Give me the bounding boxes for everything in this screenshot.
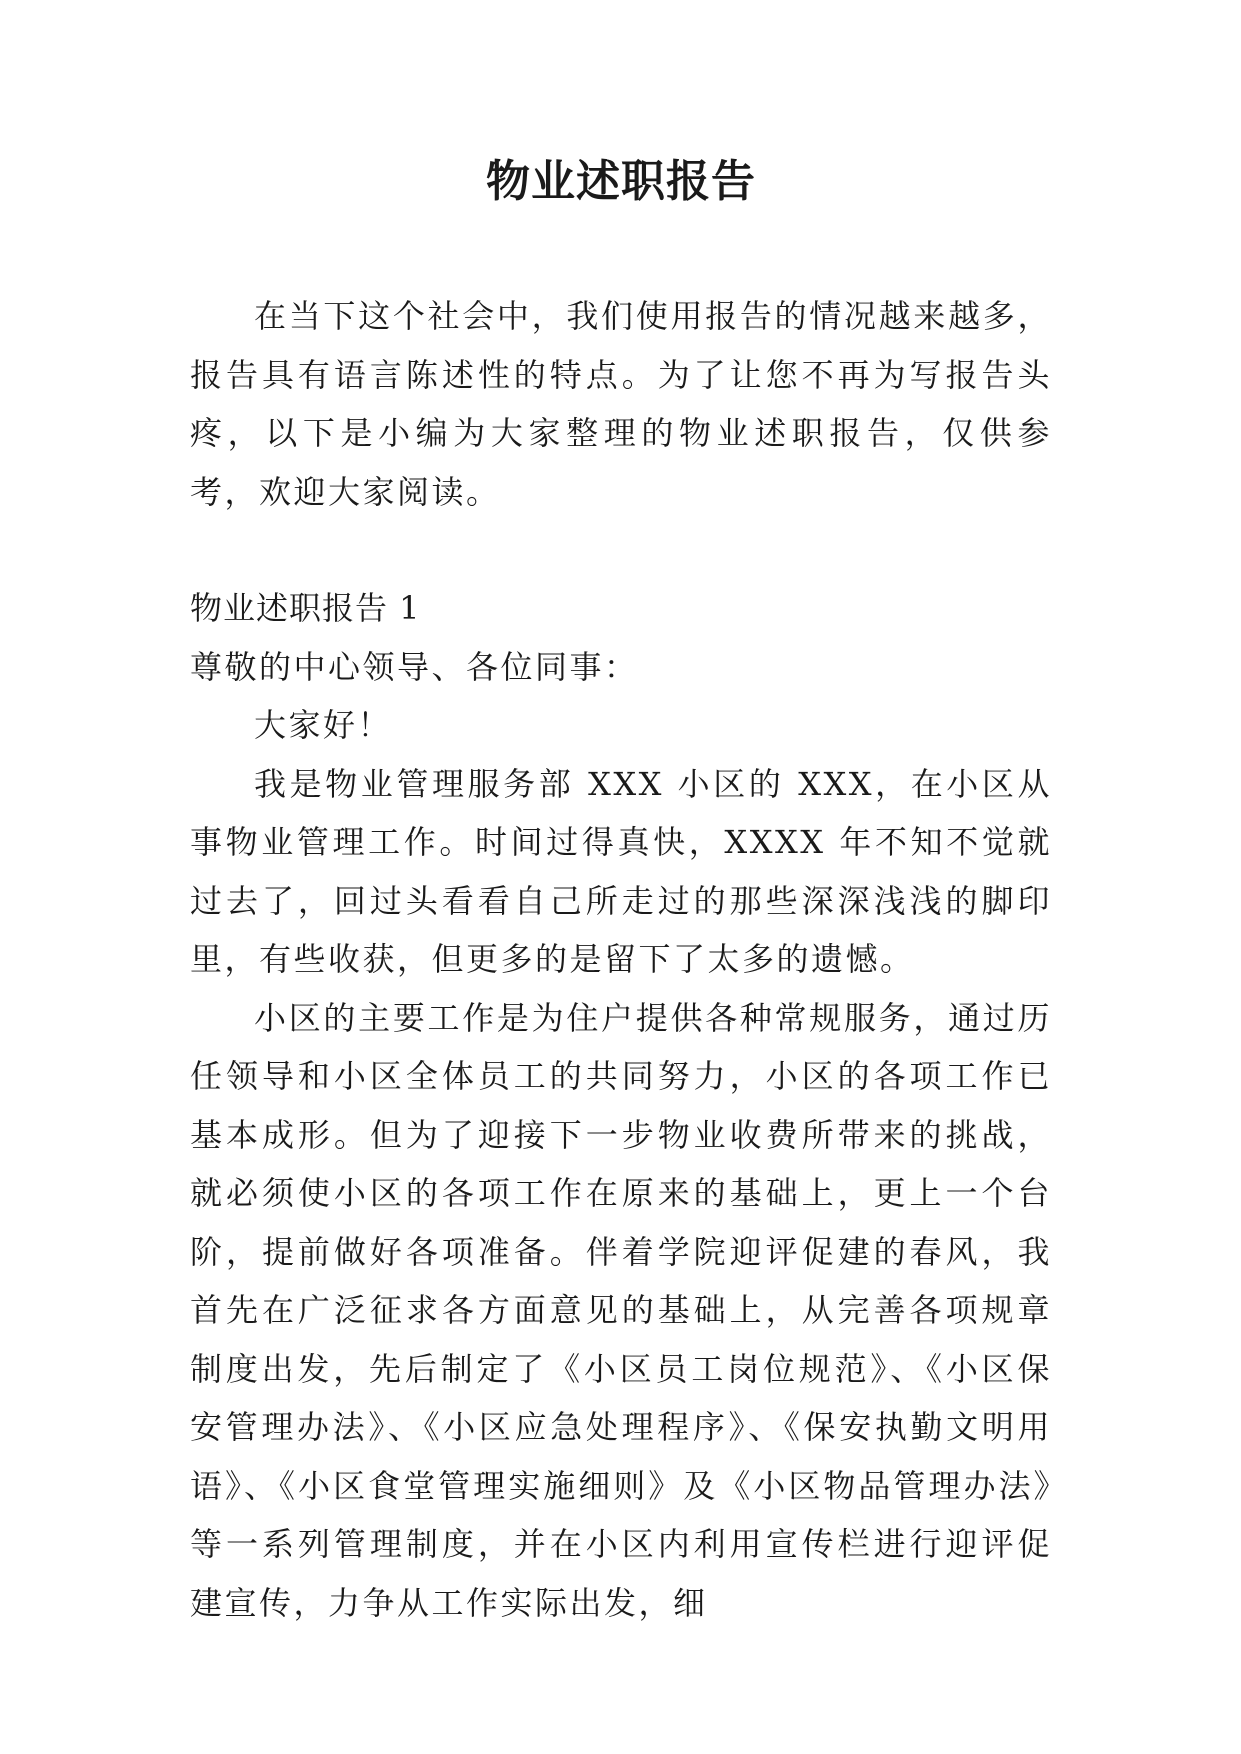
document-title: 物业述职报告 <box>486 156 756 207</box>
salutation: 尊敬的中心领导、各位同事： <box>190 647 639 686</box>
body-paragraph-1: 我是物业管理服务部 XXX 小区的 XXX，在小区从事物业管理工作。时间过得真快，XXXX 年不知不觉就过去了，回过头看看自己所走过的那些深深浅浅的脚印里，有些收获，但更多的是留下了太多的遗憾。 <box>190 764 1052 978</box>
greeting: 大家好！ <box>254 706 393 744</box>
document-body <box>190 287 1052 1632</box>
paragraph-gap <box>190 521 1052 579</box>
document-page <box>190 0 1052 1754</box>
intro-paragraph: 在当下这个社会中，我们使用报告的情况越来越多，报告具有语言陈述性的特点。为了让您不再为写报告头疼，以下是小编为大家整理的物业述职报告，仅供参考，欢迎大家阅读。 <box>190 297 1052 511</box>
body-paragraph-2: 小区的主要工作是为住户提供各种常规服务，通过历任领导和小区全体员工的共同努力，小区的各项工作已基本成形。但为了迎接下一步物业收费所带来的挑战，就必须使小区的各项工作在原来的基础上，更上一个台阶，提前做好各项准备。伴着学院迎评促建的春风，我首先在广泛征求各方面意见的基础上，从完善各项规章制度出发，先后制定了《小区员工岗位规范》、《小区保安管理办法》、《小区应急处理程序》、《保安执勤文明用语》、《小区食堂管理实施细则》及《小区物品管理办法》等一系列管理制度，并在小区内利用宣传栏进行迎评促建宣传，力争从工作实际出发，细 <box>190 998 1052 1622</box>
section-title: 物业述职报告 1 <box>190 589 421 627</box>
